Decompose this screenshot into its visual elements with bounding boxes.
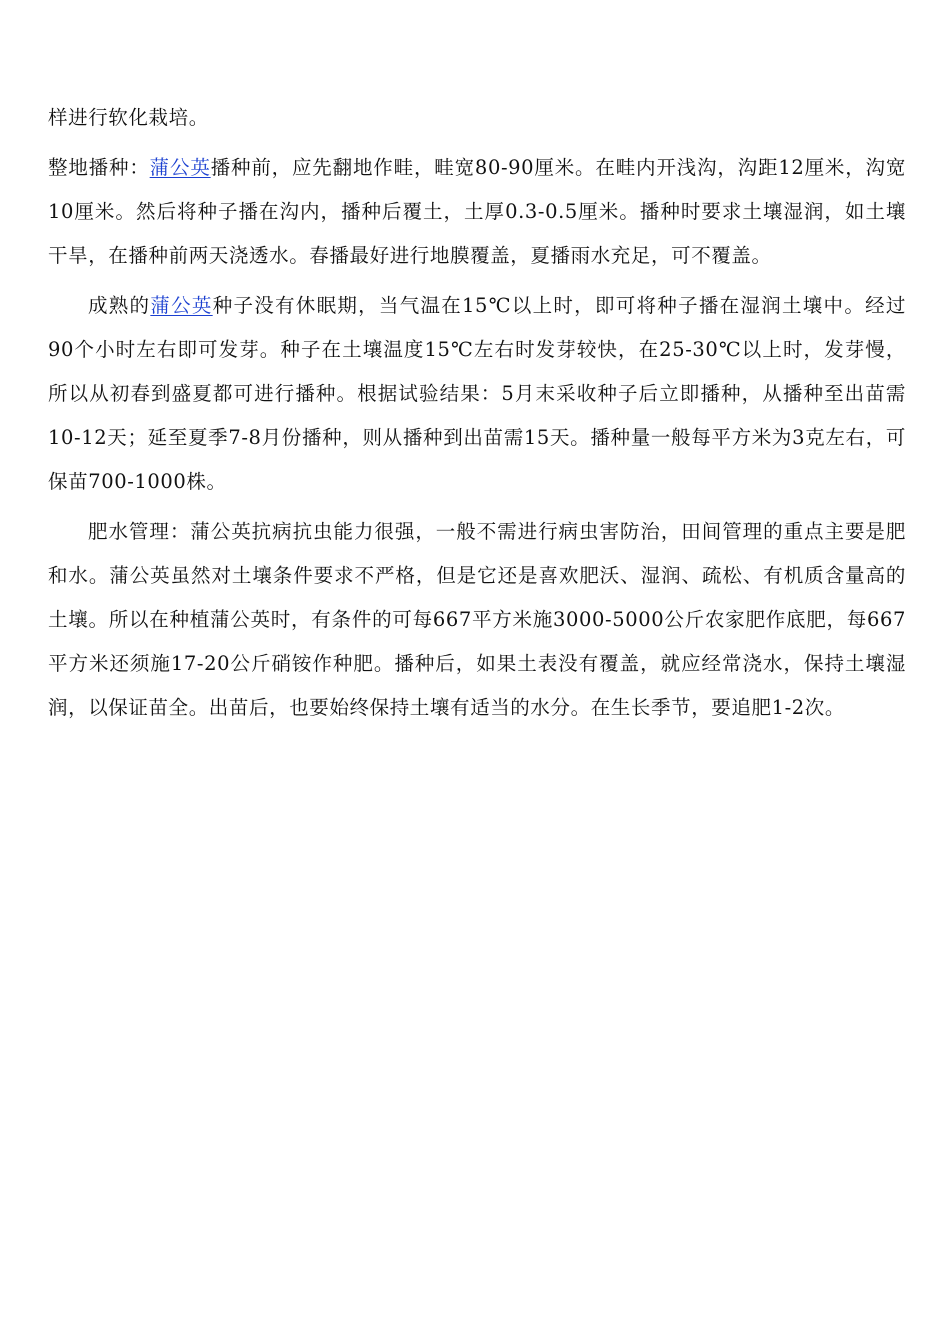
paragraph-text-before-link: 整地播种： xyxy=(48,156,150,179)
paragraph-continuation xyxy=(48,96,906,140)
dandelion-link[interactable]: 蒲公英 xyxy=(149,156,211,179)
paragraph-fertilizer-water-management xyxy=(48,510,906,730)
paragraph-seed-germination xyxy=(48,284,906,504)
paragraph-soil-preparation-sowing xyxy=(48,146,906,278)
dandelion-link[interactable]: 蒲公英 xyxy=(150,294,213,317)
paragraph-text-after-link: 种子没有休眠期，当气温在15℃以上时，即可将种子播在湿润土壤中。经过90个小时左右即可发芽。种子在土壤温度15℃左右时发芽较快，在25-30℃以上时，发芽慢，所以从初春到盛夏都可进行播种。根据试验结果：5月末采收种子后立即播种，从播种至出苗需10-12天；延至夏季7-8月份播种，则从播种到出苗需15天。播种量一般每平方米为3克左右，可保苗700-1000株。 xyxy=(48,294,906,493)
paragraph-text-before-link: 成熟的 xyxy=(88,294,151,317)
paragraph-text-after-link: 播种前，应先翻地作畦，畦宽80-90厘米。在畦内开浅沟，沟距12厘米，沟宽10厘米。然后将种子播在沟内，播种后覆土，土厚0.3-0.5厘米。播种时要求土壤湿润，如土壤干旱，在播种前两天浇透水。春播最好进行地膜覆盖，夏播雨水充足，可不覆盖。 xyxy=(48,156,906,267)
document-page xyxy=(48,96,906,730)
paragraph-text: 样进行软化栽培。 xyxy=(48,106,209,129)
paragraph-text: 肥水管理：蒲公英抗病抗虫能力很强，一般不需进行病虫害防治，田间管理的重点主要是肥和水。蒲公英虽然对土壤条件要求不严格，但是它还是喜欢肥沃、湿润、疏松、有机质含量高的土壤。所以在种植蒲公英时，有条件的可每667平方米施3000-5000公斤农家肥作底肥，每667平方米还须施17-20公斤硝铵作种肥。播种后，如果土表没有覆盖，就应经常浇水，保持土壤湿润，以保证苗全。出苗后，也要始终保持土壤有适当的水分。在生长季节，要追肥1-2次。 xyxy=(48,520,906,719)
